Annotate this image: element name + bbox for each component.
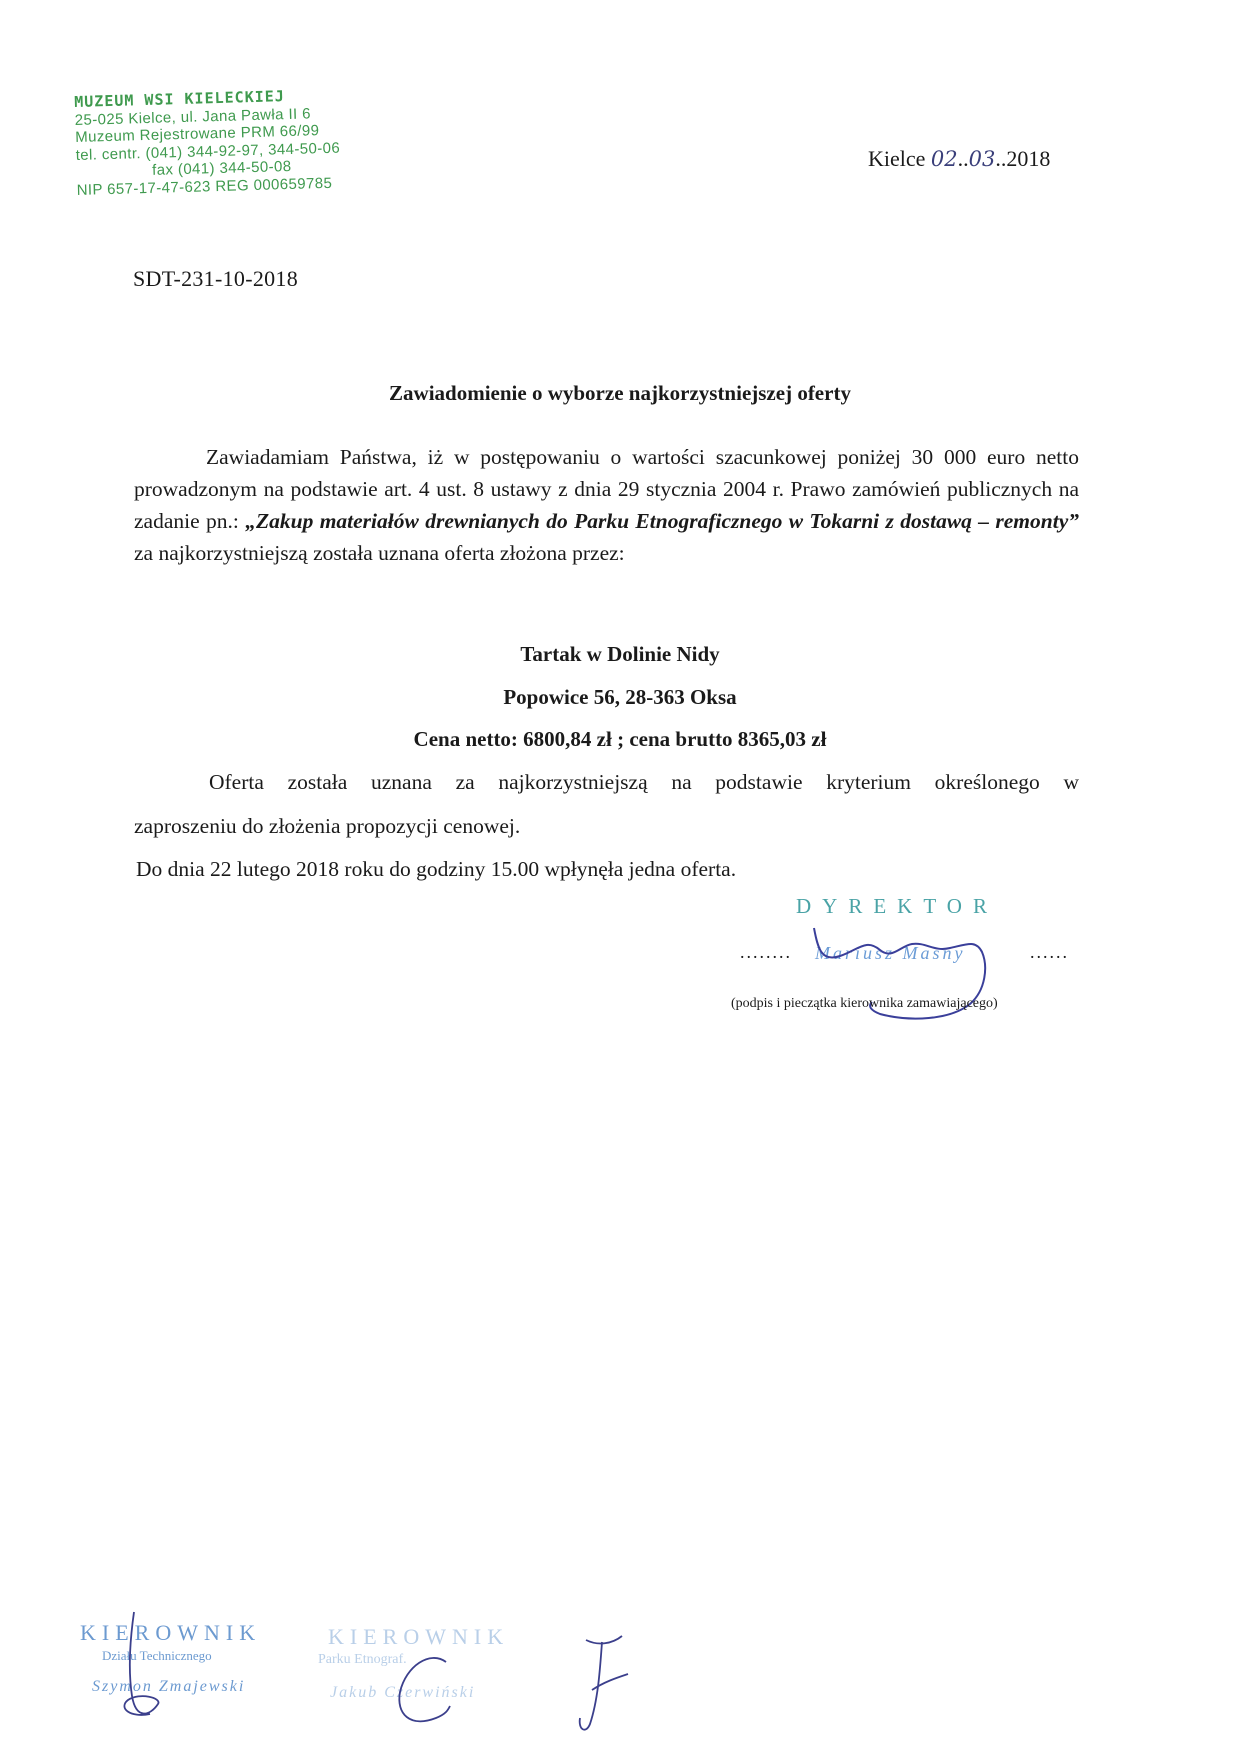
director-stamp: DYREKTOR	[796, 894, 998, 918]
director-name-stamp: Mariusz Masny	[815, 943, 966, 963]
stamp-left-title: KIEROWNIK	[80, 1620, 262, 1645]
bottom-signatures-icon	[0, 1600, 700, 1755]
intro-end-text: za najkorzystniejszą została uznana oferta złożona przez:	[134, 541, 625, 565]
signature-dots-right: ......	[1030, 942, 1069, 962]
offers-info: Do dnia 22 lutego 2018 roku do godziny 15.00 wpłynęła jedna oferta.	[136, 857, 737, 881]
date-year: 2018	[1006, 146, 1051, 171]
institution-stamp	[74, 85, 387, 199]
stamp-line-address: 25-025 Kielce, ul. Jana Pawła II 6	[74, 104, 312, 129]
director-signature-icon	[800, 910, 1000, 1030]
signature-caption: (podpis i pieczątka kierownika zamawiającego)	[731, 996, 998, 1011]
stamp-line-registry: Muzeum Rejestrowane PRM 66/99	[74, 122, 320, 146]
document-title: Zawiadomienie o wyborze najkorzystniejszej oferty	[389, 381, 851, 405]
date-day: 02	[930, 147, 958, 171]
stamp-line-museum: MUZEUM WSI KIELECKIEJ	[73, 87, 286, 111]
stamp-right-name: Jakub Czerwiński	[330, 1684, 476, 1701]
stamp-right-title: KIEROWNIK	[328, 1624, 510, 1649]
stamp-right-department: Parku Etnograf.	[318, 1652, 407, 1667]
intro-text: Zawiadamiam Państwa, iż w postępowaniu o wartości szacunkowej poniżej 30 000 euro netto prowadzonym na podstawie art. 4 ust. 8 ustawy z dnia 29 stycznia 2004 r. Prawo zamówień publicznych na zadanie pn.:	[134, 445, 1079, 533]
winner-address: Popowice 56, 28-363 Oksa	[503, 685, 737, 709]
winner-name: Tartak w Dolinie Nidy	[520, 642, 720, 666]
signature-dots-left: ........	[740, 942, 792, 962]
task-name: „Zakup materiałów drewnianych do Parku Etnograficznego w Tokarni z dostawą – remonty”	[245, 509, 1079, 533]
criterion-line-2: zaproszeniu do złożenia propozycji cenowej.	[134, 814, 521, 838]
stamp-left-name: Szymon Zmajewski	[92, 1678, 246, 1695]
criterion-line-1: Oferta została uznana za najkorzystniejszą na podstawie kryterium określonego w	[209, 770, 1079, 794]
place-date: Kielce 02..03..2018	[868, 146, 1051, 171]
stamp-left-department: Działu Technicznego	[102, 1648, 212, 1663]
place-name: Kielce	[868, 146, 926, 171]
stamp-line-nip: NIP 657-17-47-623 REG 000659785	[76, 174, 333, 199]
winner-price: Cena netto: 6800,84 zł ; cena brutto 8365,03 zł	[413, 727, 827, 751]
intro-paragraph	[134, 441, 1079, 569]
reference-number: SDT-231-10-2018	[133, 266, 299, 291]
stamp-line-fax: fax (041) 344-50-08	[151, 157, 292, 179]
stamp-line-phone: tel. centr. (041) 344-92-97, 344-50-06	[75, 139, 341, 164]
date-month: 03	[968, 147, 996, 171]
